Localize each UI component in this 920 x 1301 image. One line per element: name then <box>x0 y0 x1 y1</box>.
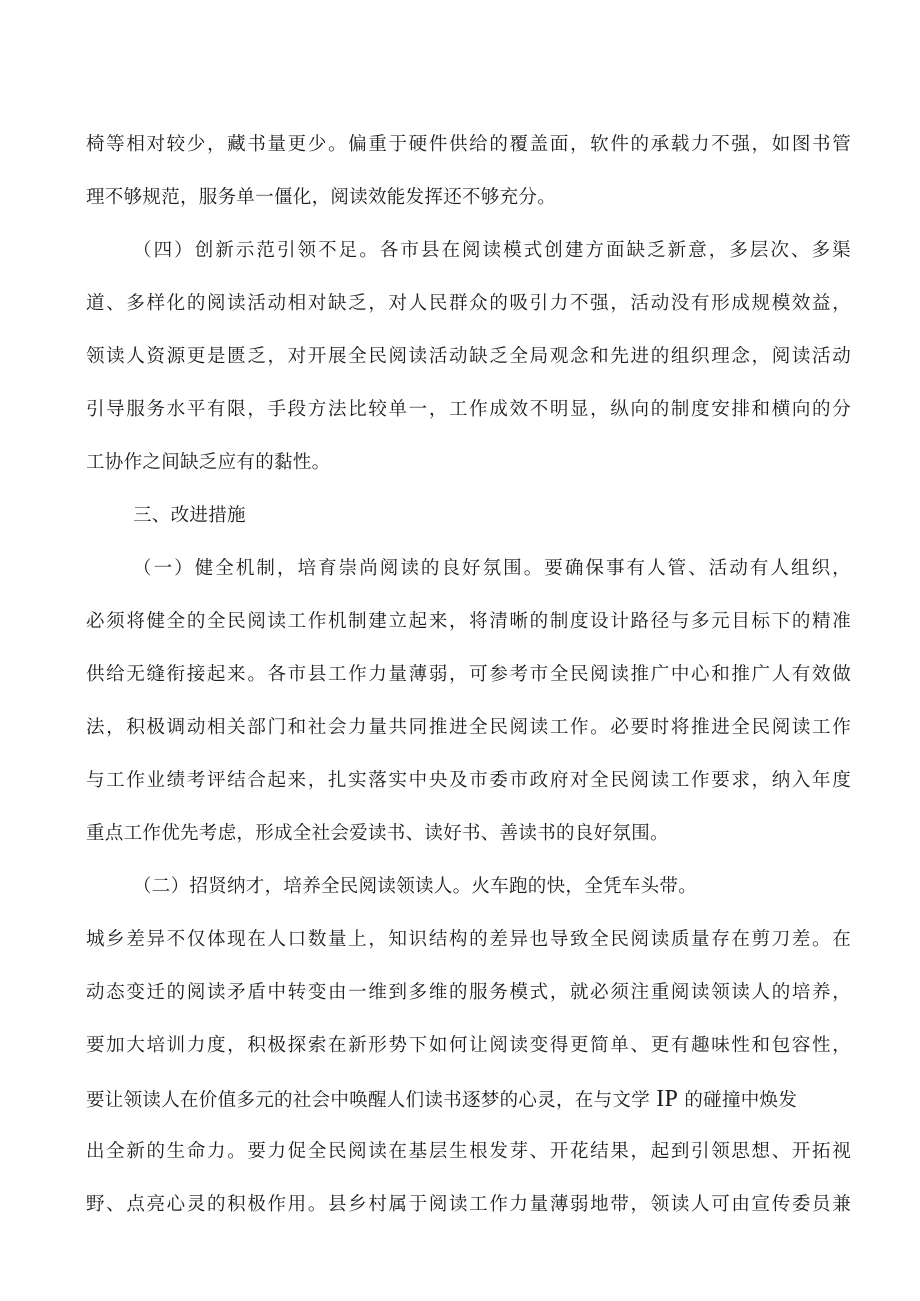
latin-term: IP <box>656 1086 679 1112</box>
paragraph-line: 野、点亮心灵的积极作用。县乡村属于阅读工作力量薄弱地带，领读人可由宣传委员兼 <box>86 1194 851 1215</box>
paragraph-line: 领读人资源更是匮乏，对开展全民阅读活动缺乏全局观念和先进的组织理念，阅读活动 <box>86 346 851 367</box>
paragraph-line: 必须将健全的全民阅读工作机制建立起来，将清晰的制度设计路径与多元目标下的精准 <box>86 611 851 632</box>
paragraph-line: 动态变迁的阅读矛盾中转变由一维到多维的服务模式，就必须注重阅读领读人的培养， <box>86 982 851 1003</box>
paragraph-line: （二）招贤纳才，培养全民阅读领读人。火车跑的快，全凭车头带。 <box>133 876 698 897</box>
paragraph-line: 与工作业绩考评结合起来，扎实落实中央及市委市政府对全民阅读工作要求，纳入年度 <box>86 770 851 791</box>
paragraph-line: 法，积极调动相关部门和社会力量共同推进全民阅读工作。必要时将推进全民阅读工作 <box>86 717 851 738</box>
line-text-part: 的碰撞中焕发 <box>684 1090 798 1111</box>
paragraph-line: （一）健全机制，培育崇尚阅读的良好氛围。要确保事有人管、活动有人组织， <box>133 558 851 579</box>
paragraph-line: （四）创新示范引领不足。各市县在阅读模式创建方面缺乏新意，多层次、多渠 <box>133 240 851 261</box>
paragraph-line: 工协作之间缺乏应有的黏性。 <box>86 452 331 473</box>
line-text-part: 要让领读人在价值多元的社会中唤醒人们读书逐梦的心灵，在与文学 <box>86 1090 651 1111</box>
paragraph-line: 城乡差异不仅体现在人口数量上，知识结构的差异也导致全民阅读质量存在剪刀差。在 <box>86 929 851 950</box>
paragraph-line: 重点工作优先考虑，形成全社会爱读书、读好书、善读书的良好氛围。 <box>86 823 669 844</box>
paragraph-line: 要加大培训力度，积极探索在新形势下如何让阅读变得更简单、更有趣味性和包容性， <box>86 1035 851 1056</box>
paragraph-line-mixed <box>86 1086 797 1114</box>
paragraph-line: 出全新的生命力。要力促全民阅读在基层生根发芽、开花结果，起到引领思想、开拓视 <box>86 1141 851 1162</box>
section-heading: 三、改进措施 <box>133 505 246 526</box>
paragraph-line: 椅等相对较少，藏书量更少。偏重于硬件供给的覆盖面，软件的承载力不强，如图书管 <box>86 134 851 155</box>
paragraph-line: 引导服务水平有限，手段方法比较单一，工作成效不明显，纵向的制度安排和横向的分 <box>86 399 851 420</box>
paragraph-line: 道、多样化的阅读活动相对缺乏，对人民群众的吸引力不强，活动没有形成规模效益， <box>86 293 851 314</box>
paragraph-line: 理不够规范，服务单一僵化，阅读效能发挥还不够充分。 <box>86 187 557 208</box>
paragraph-line: 供给无缝衔接起来。各市县工作力量薄弱，可参考市全民阅读推广中心和推广人有效做 <box>86 664 851 685</box>
